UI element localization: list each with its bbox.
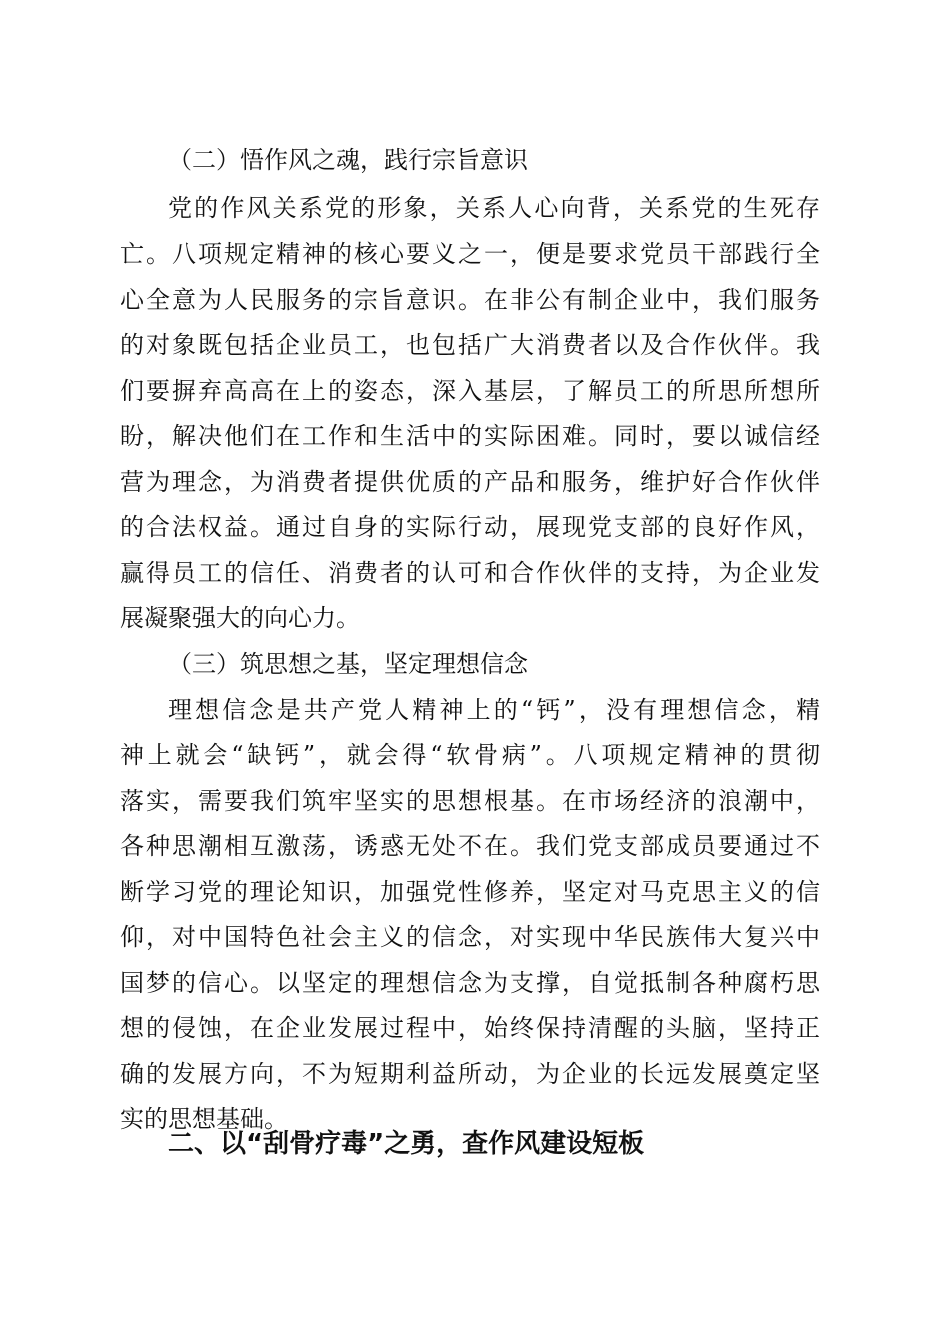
paragraph-line: 理想信念是共产党人精神上的“钙”，没有理想信念，精: [168, 696, 820, 724]
paragraph-line: 实的思想基础。: [120, 1105, 288, 1133]
paragraph-line: 断学习党的理论知识，加强党性修养，坚定对马克思主义的信: [120, 878, 820, 906]
paragraph-line: 仰，对中国特色社会主义的信念，对实现中华民族伟大复兴中: [120, 923, 820, 951]
paragraph-line: 的对象既包括企业员工，也包括广大消费者以及合作伙伴。我: [120, 331, 820, 359]
paragraph-line: 们要摒弃高高在上的姿态，深入基层，了解员工的所思所想所: [120, 377, 820, 405]
section-heading-2: （二）悟作风之魂，践行宗旨意识: [168, 146, 528, 174]
paragraph-line: 的合法权益。通过自身的实际行动，展现党支部的良好作风，: [120, 513, 820, 541]
paragraph-line: 确的发展方向，不为短期利益所动，为企业的长远发展奠定坚: [120, 1060, 820, 1088]
paragraph-line: 国梦的信心。以坚定的理想信念为支撑，自觉抵制各种腐朽思: [120, 969, 820, 997]
paragraph-line: 营为理念，为消费者提供优质的产品和服务，维护好合作伙伴: [120, 468, 820, 496]
paragraph-line: 落实，需要我们筑牢坚实的思想根基。在市场经济的浪潮中，: [120, 787, 820, 815]
paragraph-line: 亡。八项规定精神的核心要义之一，便是要求党员干部践行全: [120, 240, 820, 268]
section-heading-3: （三）筑思想之基，坚定理想信念: [168, 650, 528, 678]
paragraph-line: 各种思潮相互激荡，诱惑无处不在。我们党支部成员要通过不: [120, 832, 820, 860]
main-heading: 二、以“刮骨疗毒”之勇，查作风建设短板: [168, 1129, 645, 1159]
paragraph-line: 党的作风关系党的形象，关系人心向背，关系党的生死存: [168, 194, 820, 222]
paragraph-line: 盼，解决他们在工作和生活中的实际困难。同时，要以诚信经: [120, 422, 820, 450]
paragraph-line: 想的侵蚀，在企业发展过程中，始终保持清醒的头脑，坚持正: [120, 1014, 820, 1042]
paragraph-line: 赢得员工的信任、消费者的认可和合作伙伴的支持，为企业发: [120, 559, 820, 587]
paragraph-line: 心全意为人民服务的宗旨意识。在非公有制企业中，我们服务: [120, 286, 820, 314]
paragraph-line: 神上就会“缺钙”，就会得“软骨病”。八项规定精神的贯彻: [120, 741, 820, 769]
paragraph-line: 展凝聚强大的向心力。: [120, 604, 360, 632]
